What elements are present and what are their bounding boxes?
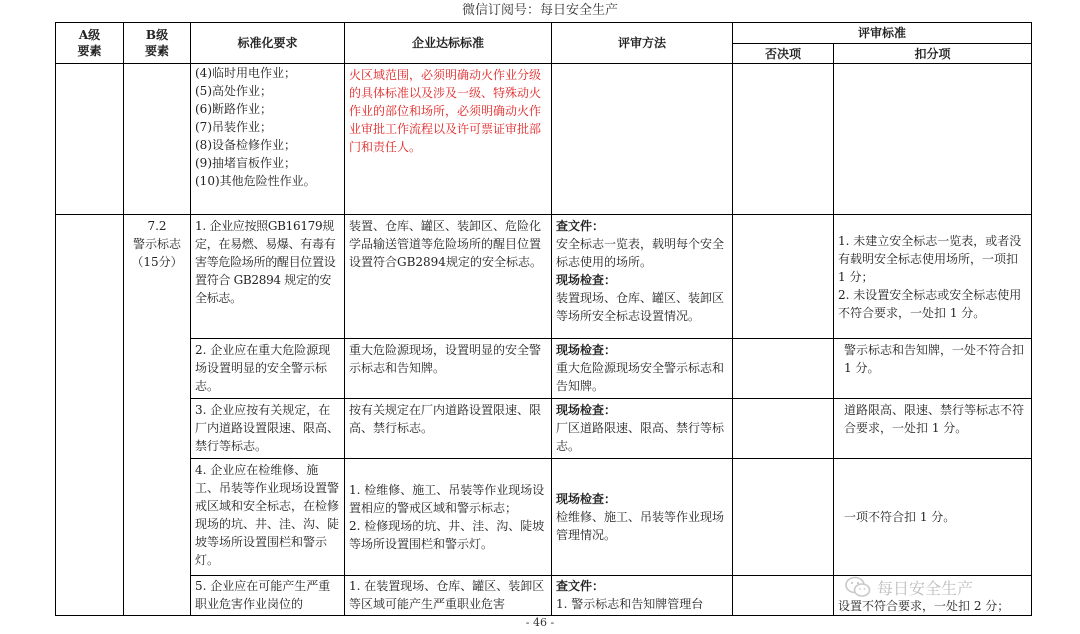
method-cell [552, 576, 733, 616]
veto-cell [733, 339, 834, 399]
method-cell [552, 339, 733, 399]
enterprise-standard-cell: 火区域范围，必须明确动火作业分级的具体标准以及涉及一级、特殊动火作业的部位和场所，必须明确动火作业审批工作流程以及许可票证审批部门和责任人。 [345, 64, 552, 215]
header-veto: 否决项 [733, 44, 834, 64]
header-deduction: 扣分项 [834, 44, 1032, 64]
section-name: 警示标志 [132, 237, 181, 251]
table-row [56, 339, 1032, 399]
header-enterprise-standard: 企业达标标准 [345, 23, 552, 64]
requirement-cell: 4. 企业应在检维修、施工、吊装等作业现场设置警戒区域和安全标志，在检修现场的坑、井、洼、沟、陡坡等场所设置围栏和警示灯。 [191, 459, 345, 576]
section-label [124, 215, 191, 616]
requirement-cell: 2. 企业应在重大危险源现场设置明显的安全警示标志。 [191, 339, 345, 399]
veto-cell [733, 459, 834, 576]
method-text: 厂区道路限速、限高、禁行等标志。 [556, 421, 725, 453]
table-row [56, 576, 1032, 616]
header-a-level: A级 要素 [56, 23, 124, 64]
method-text: 安全标志一览表，载明每个安全标志使用的场所。 [556, 237, 725, 269]
method-cell [552, 459, 733, 576]
list-item: (5)高处作业； [195, 84, 272, 98]
deduction-cell [834, 64, 1032, 215]
list-item: (10)其他危险性作业。 [195, 174, 316, 188]
deduction-cell: 1. 未建立安全标志一览表，或者没有载明安全标志使用场所，一项扣 1 分； 2. 未设置安全标志或安全标志使用不符合要求，一处扣 1 分。 [834, 215, 1032, 339]
method-text: 装置现场、仓库、罐区、装卸区等场所安全标志设置情况。 [556, 291, 725, 323]
deduction-cell: 道路限高、限速、禁行等标志不符合要求，一处扣 1 分。 [834, 399, 1032, 459]
veto-cell [733, 64, 834, 215]
header-criteria: 评审标准 [733, 23, 1032, 44]
enterprise-standard-cell: 1. 在装置现场、仓库、罐区、装卸区等区域可能产生严重职业危害 [345, 576, 552, 616]
method-text: 检维修、施工、吊装等作业现场管理情况。 [556, 510, 725, 542]
method-text: 重大危险源现场安全警示标志和告知牌。 [556, 361, 725, 393]
method-heading: 查文件： [556, 579, 605, 593]
a-level-cell [56, 215, 124, 616]
method-heading: 现场检查： [556, 343, 617, 357]
list-item: (6)断路作业； [195, 102, 272, 116]
deduction-text: 设置不符合要求，一处扣 2 分； [838, 599, 1010, 613]
list-item: (4)临时用电作业； [195, 66, 296, 80]
header-requirement: 标准化要求 [191, 23, 345, 64]
header-method: 评审方法 [552, 23, 733, 64]
method-heading: 查文件： [556, 219, 605, 233]
method-text: 1. 警示标志和告知牌管理台 [556, 597, 704, 611]
deduction-cell: 一项不符合扣 1 分。 [834, 459, 1032, 576]
b-level-cell [124, 64, 191, 215]
requirement-cell: 3. 企业应按有关规定，在厂内道路设置限速、限高、禁行等标志。 [191, 399, 345, 459]
list-item: (9)抽堵盲板作业； [195, 156, 296, 170]
list-item: (7)吊装作业； [195, 120, 272, 134]
veto-cell [733, 215, 834, 339]
veto-cell [733, 576, 834, 616]
requirement-cell: 1. 企业应按照GB16179规定，在易燃、易爆、有毒有害等危险场所的醒目位置设置符合 GB2894 规定的安全标志。 [191, 215, 345, 339]
requirement-cell: 5. 企业应在可能产生严重职业危害作业岗位的 [191, 576, 345, 616]
section-score: （15分） [131, 255, 183, 269]
a-level-cell [56, 64, 124, 215]
standards-table [55, 22, 1032, 616]
section-code: 7.2 [147, 219, 167, 233]
table-row [56, 459, 1032, 576]
enterprise-standard-cell: 装置、仓库、罐区、装卸区、危险化学品输送管道等危险场所的醒目位置设置符合GB2894规定的安全标志。 [345, 215, 552, 339]
table-row [56, 215, 1032, 339]
veto-cell [733, 399, 834, 459]
enterprise-standard-cell: 重大危险源现场，设置明显的安全警示标志和告知牌。 [345, 339, 552, 399]
header-b-level: B级 要素 [124, 23, 191, 64]
deduction-cell: 警示标志和告知牌，一处不符合扣 1 分。 [834, 339, 1032, 399]
enterprise-standard-cell: 1. 检维修、施工、吊装等作业现场设置相应的警戒区域和警示标志； 2. 检修现场的坑、井、洼、沟、陡坡等场所设置围栏和警示灯。 [345, 459, 552, 576]
method-heading: 现场检查： [556, 492, 617, 506]
table-row [56, 399, 1032, 459]
method-cell [552, 64, 733, 215]
method-cell [552, 215, 733, 339]
deduction-cell [834, 576, 1032, 616]
method-heading: 现场检查： [556, 403, 617, 417]
page-number: - 46 - [525, 616, 555, 629]
requirement-cell [191, 64, 345, 215]
enterprise-standard-cell: 按有关规定在厂内道路设置限速、限高、禁行标志。 [345, 399, 552, 459]
table-row [56, 64, 1032, 215]
watermark-text: 每日安全生产 [877, 578, 974, 598]
page-header: 微信订阅号：每日安全生产 [461, 3, 618, 18]
list-item: (8)设备检修作业； [195, 138, 296, 152]
method-heading: 现场检查： [556, 273, 617, 287]
method-cell [552, 399, 733, 459]
